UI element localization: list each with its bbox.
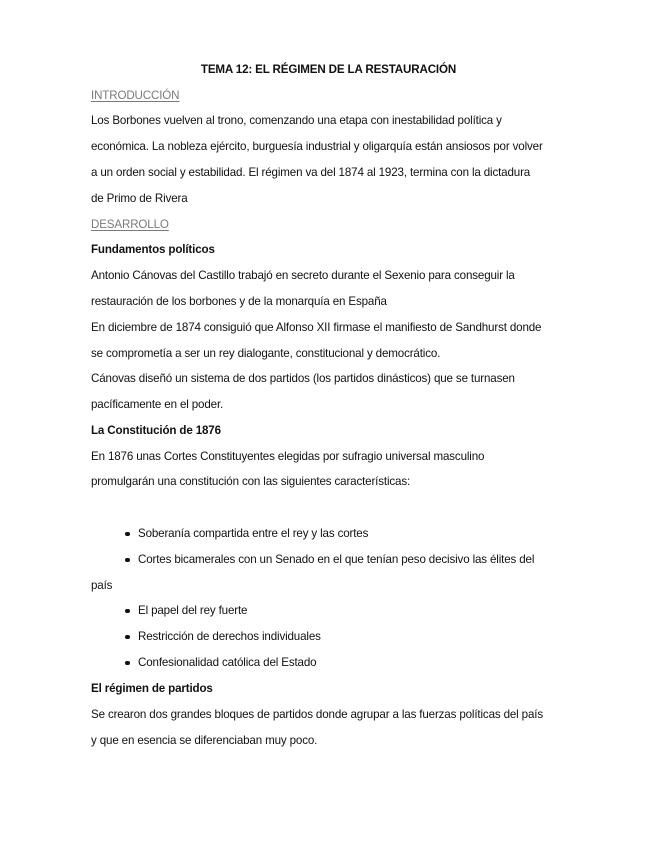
- fundamentos-line: En diciembre de 1874 consiguió que Alfonso XII firmase el manifiesto de Sandhurst donde: [91, 321, 542, 334]
- bullet-icon: [125, 661, 130, 666]
- desarrollo-heading: DESARROLLO: [91, 218, 169, 231]
- fundamentos-line: se comprometía a ser un rey dialogante, constitucional y democrático.: [91, 347, 441, 360]
- constitucion-heading: La Constitución de 1876: [91, 424, 221, 437]
- fundamentos-line: pacíficamente en el poder.: [91, 398, 224, 411]
- bullet-icon: [125, 635, 130, 640]
- partidos-heading: El régimen de partidos: [91, 682, 213, 695]
- partidos-line: y que en esencia se diferenciaban muy poco.: [91, 734, 318, 747]
- bullet-icon: [125, 609, 130, 614]
- list-item-text: Restricción de derechos individuales: [138, 630, 321, 643]
- fundamentos-heading: Fundamentos políticos: [91, 243, 215, 256]
- intro-heading: INTRODUCCIÓN: [91, 89, 180, 102]
- fundamentos-line: Antonio Cánovas del Castillo trabajó en secreto durante el Sexenio para conseguir la: [91, 269, 515, 282]
- intro-line: Los Borbones vuelven al trono, comenzando una etapa con inestabilidad política y: [91, 114, 502, 127]
- fundamentos-line: restauración de los borbones y de la monarquía en España: [91, 295, 387, 308]
- list-item-text: Confesionalidad católica del Estado: [138, 656, 317, 669]
- intro-line: de Primo de Rivera: [91, 192, 188, 205]
- document-title: TEMA 12: EL RÉGIMEN DE LA RESTAURACIÓN: [200, 63, 457, 76]
- bullet-icon: [125, 532, 130, 537]
- intro-line: a un orden social y estabilidad. El régimen va del 1874 al 1923, termina con la dictadura: [91, 166, 531, 179]
- fundamentos-line: Cánovas diseñó un sistema de dos partidos (los partidos dinásticos) que se turnasen: [91, 372, 515, 385]
- intro-line: económica. La nobleza ejército, burguesía industrial y oligarquía están ansiosos por volver: [91, 140, 543, 153]
- list-item-text: Soberanía compartida entre el rey y las cortes: [138, 527, 369, 540]
- constitucion-line: promulgarán una constitución con las siguientes características:: [91, 475, 411, 488]
- list-item-continuation: país: [91, 579, 113, 592]
- constitucion-line: En 1876 unas Cortes Constituyentes elegidas por sufragio universal masculino: [91, 450, 485, 463]
- bullet-icon: [125, 558, 130, 563]
- list-item-text: Cortes bicamerales con un Senado en el que tenían peso decisivo las élites del: [138, 553, 535, 566]
- list-item-text: El papel del rey fuerte: [138, 604, 248, 617]
- partidos-line: Se crearon dos grandes bloques de partidos donde agrupar a las fuerzas políticas del país: [91, 708, 543, 721]
